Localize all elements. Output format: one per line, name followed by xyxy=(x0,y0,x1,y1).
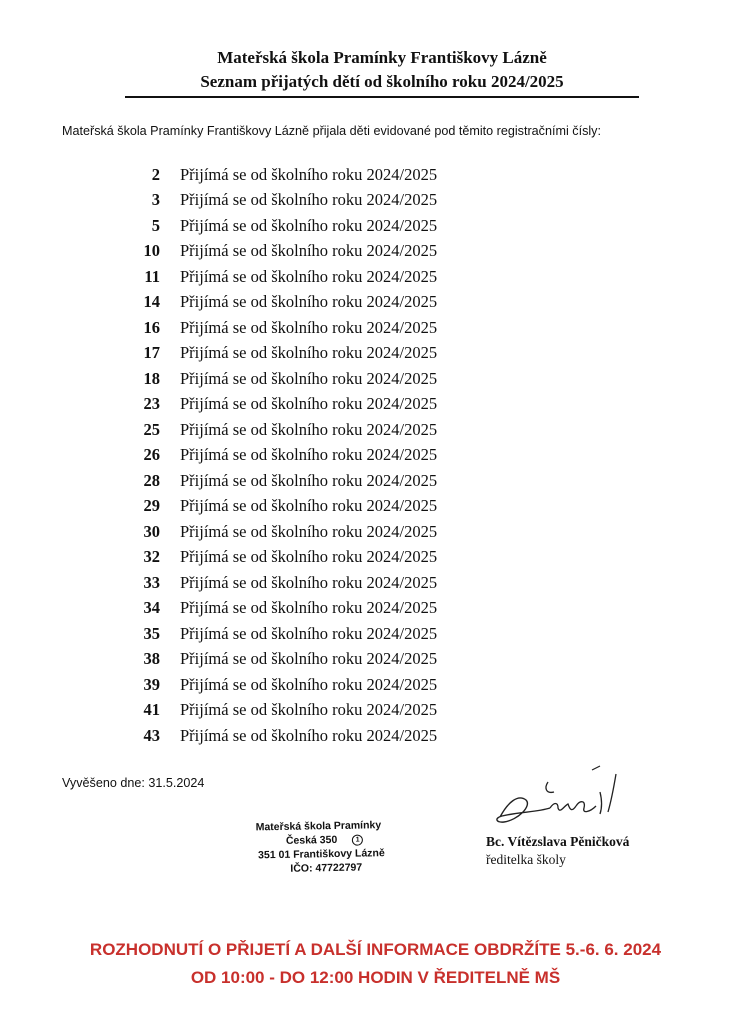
list-item xyxy=(120,264,540,290)
list-item xyxy=(120,723,540,749)
list-item xyxy=(120,341,540,367)
list-item xyxy=(120,494,540,520)
list-item xyxy=(120,647,540,673)
signer-name: Bc. Vítězslava Pěničková xyxy=(486,834,630,849)
registration-number: 26 xyxy=(143,445,160,465)
admission-status: Přijímá se od školního roku 2024/2025 xyxy=(180,164,438,184)
admission-status: Přijímá se od školního roku 2024/2025 xyxy=(180,215,438,235)
registration-number: 39 xyxy=(143,674,160,694)
admission-status: Přijímá se od školního roku 2024/2025 xyxy=(180,496,438,516)
registration-list xyxy=(120,162,540,749)
admission-status: Přijímá se od školního roku 2024/2025 xyxy=(180,190,438,210)
list-item xyxy=(120,366,540,392)
admission-status: Přijímá se od školního roku 2024/2025 xyxy=(180,317,438,337)
registration-number: 33 xyxy=(143,572,160,592)
registration-number: 2 xyxy=(151,164,160,184)
registration-number: 16 xyxy=(143,317,160,337)
registration-number: 30 xyxy=(143,521,160,541)
admission-status: Přijímá se od školního roku 2024/2025 xyxy=(180,292,438,312)
admission-status: Přijímá se od školního roku 2024/2025 xyxy=(180,368,438,388)
admission-status: Přijímá se od školního roku 2024/2025 xyxy=(180,623,438,643)
list-item xyxy=(120,417,540,443)
header-underline xyxy=(125,96,639,98)
stamp-line-ico: IČO: 47722797 xyxy=(290,861,363,875)
list-item xyxy=(120,443,540,469)
admission-status: Přijímá se od školního roku 2024/2025 xyxy=(180,598,438,618)
document-header xyxy=(125,46,639,98)
list-item xyxy=(120,162,540,188)
list-item xyxy=(120,392,540,418)
list-item xyxy=(120,596,540,622)
registration-number: 23 xyxy=(143,394,160,414)
stamp-circle-mark: 1 xyxy=(352,834,363,845)
registration-number: 38 xyxy=(143,649,160,669)
registration-number: 43 xyxy=(143,725,160,745)
registration-number: 14 xyxy=(143,292,160,312)
admission-status: Přijímá se od školního roku 2024/2025 xyxy=(180,649,438,669)
registration-number: 28 xyxy=(143,470,160,490)
admission-status: Přijímá se od školního roku 2024/2025 xyxy=(180,445,438,465)
admission-status: Přijímá se od školního roku 2024/2025 xyxy=(180,419,438,439)
stamp-line-city: 351 01 Františkovy Lázně xyxy=(258,847,385,862)
registration-number: 11 xyxy=(144,266,160,286)
posted-date: Vyvěšeno dne: 31.5.2024 xyxy=(62,776,205,790)
admission-status: Přijímá se od školního roku 2024/2025 xyxy=(180,394,438,414)
admission-status: Přijímá se od školního roku 2024/2025 xyxy=(180,343,438,363)
list-item xyxy=(120,621,540,647)
registration-number: 5 xyxy=(151,215,160,235)
document-title: Mateřská škola Pramínky Františkovy Lázně xyxy=(217,48,547,67)
list-item xyxy=(120,519,540,545)
list-item xyxy=(120,239,540,265)
list-item xyxy=(120,545,540,571)
admission-status: Přijímá se od školního roku 2024/2025 xyxy=(180,674,438,694)
notice-line-1: ROZHODNUTÍ O PŘIJETÍ A DALŠÍ INFORMACE OBDRŽÍTE 5.-6. 6. 2024 xyxy=(89,940,662,959)
registration-number: 29 xyxy=(143,496,160,516)
intro-text: Mateřská škola Pramínky Františkovy Lázně přijala děti evidované pod těmito registračními čísly: xyxy=(62,124,601,138)
registration-number: 34 xyxy=(143,598,160,618)
registration-number: 32 xyxy=(143,547,160,567)
handwritten-signature xyxy=(488,762,648,832)
registration-number: 41 xyxy=(143,700,160,720)
stamp-line-name: Mateřská škola Pramínky xyxy=(255,819,382,834)
registration-number: 17 xyxy=(143,343,160,363)
admission-status: Přijímá se od školního roku 2024/2025 xyxy=(180,241,438,261)
document-subtitle: Seznam přijatých dětí od školního roku 2024/2025 xyxy=(200,72,564,91)
stamp-street: Česká 350 xyxy=(285,833,338,847)
list-item xyxy=(120,698,540,724)
registration-number: 3 xyxy=(151,190,160,210)
admission-status: Přijímá se od školního roku 2024/2025 xyxy=(180,470,438,490)
list-item xyxy=(120,570,540,596)
admission-status: Přijímá se od školního roku 2024/2025 xyxy=(180,572,438,592)
signer-role: ředitelka školy xyxy=(486,852,566,867)
admission-status: Přijímá se od školního roku 2024/2025 xyxy=(180,700,438,720)
registration-number: 10 xyxy=(143,241,160,261)
admission-status: Přijímá se od školního roku 2024/2025 xyxy=(180,266,438,286)
list-item xyxy=(120,213,540,239)
list-item xyxy=(120,188,540,214)
notice-line-2: OD 10:00 - DO 12:00 HODIN V ŘEDITELNĚ MŠ xyxy=(190,968,561,987)
list-item xyxy=(120,468,540,494)
list-item xyxy=(120,315,540,341)
registration-number: 25 xyxy=(143,419,160,439)
school-stamp xyxy=(250,818,421,877)
list-item xyxy=(120,672,540,698)
admission-status: Přijímá se od školního roku 2024/2025 xyxy=(180,521,438,541)
list-item xyxy=(120,290,540,316)
admission-status: Přijímá se od školního roku 2024/2025 xyxy=(180,725,438,745)
registration-number: 18 xyxy=(143,368,160,388)
signer-block xyxy=(486,833,629,869)
red-notice xyxy=(0,936,751,992)
registration-number: 35 xyxy=(143,623,160,643)
admission-status: Přijímá se od školního roku 2024/2025 xyxy=(180,547,438,567)
